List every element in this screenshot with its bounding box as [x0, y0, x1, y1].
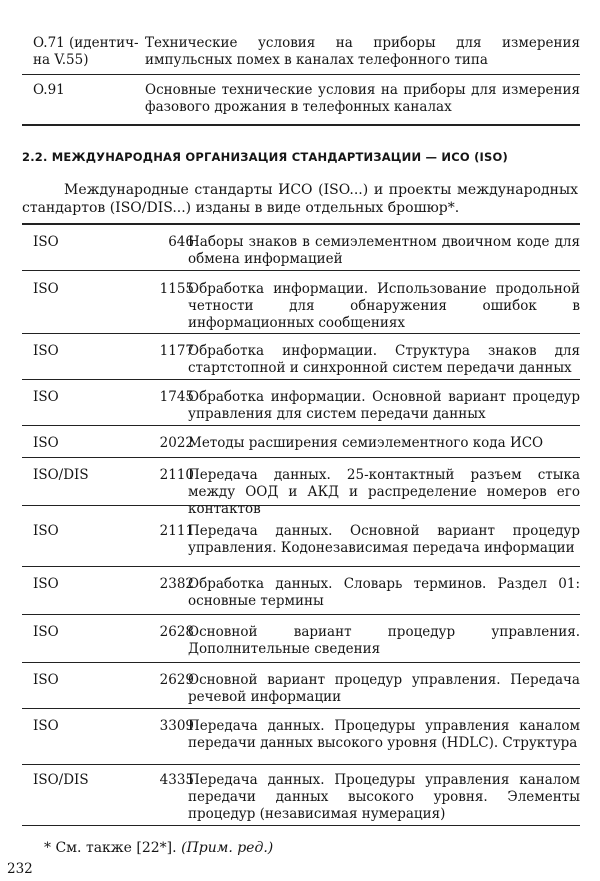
iso-org: ISO	[33, 576, 59, 592]
iso-org: ISO	[33, 234, 59, 250]
iso-number: 3309	[159, 718, 194, 734]
row-divider	[22, 566, 580, 567]
iso-title: Методы расширения семиэлементного кода ИСО	[188, 435, 544, 451]
iso-org: ISO	[33, 435, 59, 451]
row-divider	[22, 270, 580, 271]
itu-code-line-1: O.71 (идентич-	[33, 35, 139, 51]
iso-org: ISO	[33, 718, 59, 734]
itu-code	[33, 35, 148, 69]
iso-org: ISO	[33, 281, 59, 297]
table-end-rule	[22, 124, 580, 126]
footnote	[44, 840, 273, 856]
iso-number: 2382	[159, 576, 194, 592]
iso-number: 1177	[159, 343, 194, 359]
iso-title: Передача данных. Основной вариант процедур управления. Кодонезависимая передача информации	[188, 523, 580, 556]
footnote-editor-note: (Прим. ред.)	[181, 840, 274, 856]
row-divider	[22, 708, 580, 709]
iso-title: Обработка информации. Основной вариант процедур управления для систем передачи данных	[188, 389, 580, 422]
iso-org: ISO	[33, 523, 59, 539]
row-divider	[22, 457, 580, 458]
iso-number: 2110	[159, 467, 194, 483]
iso-org: ISO/DIS	[33, 772, 89, 788]
iso-title: Основной вариант процедур управления. Дополнительные сведения	[188, 624, 580, 657]
itu-code-line-2: на V.55)	[33, 52, 89, 68]
iso-title: Обработка данных. Словарь терминов. Раздел 01: основные термины	[188, 576, 580, 609]
row-divider	[22, 74, 580, 75]
iso-title: Обработка информации. Использование продольной четности для обнаружения ошибок в информационных сообщениях	[188, 281, 580, 331]
iso-number: 2629	[159, 672, 194, 688]
page-number: 232	[7, 861, 33, 877]
iso-org: ISO/DIS	[33, 467, 89, 483]
iso-title: Передача данных. Процедуры управления каналом передачи данных высокого уровня (HDLC). Структура	[188, 718, 580, 751]
iso-title: Наборы знаков в семиэлементном двоичном коде для обмена информацией	[188, 234, 580, 267]
iso-number: 4335	[159, 772, 194, 788]
row-divider	[22, 379, 580, 380]
table-end-rule	[22, 825, 580, 826]
table-start-rule	[22, 223, 580, 225]
itu-code: O.91	[33, 82, 65, 98]
row-divider	[22, 505, 580, 506]
row-divider	[22, 764, 580, 765]
iso-title: Передача данных. 25-контактный разъем стыка между ООД и АКД и распределение номеров его контактов	[188, 467, 580, 517]
itu-description: Технические условия на приборы для измерения импульсных помех в каналах телефонного типа	[145, 35, 580, 68]
footnote-text: * См. также [22*].	[44, 840, 177, 856]
row-divider	[22, 614, 580, 615]
iso-org: ISO	[33, 672, 59, 688]
itu-description: Основные технические условия на приборы для измерения фазового дрожания в телефонных каналах	[145, 82, 580, 115]
iso-number: 1155	[159, 281, 194, 297]
iso-title: Обработка информации. Структура знаков для стартстопной и синхронной систем передачи данных	[188, 343, 580, 376]
iso-title: Основной вариант процедур управления. Передача речевой информации	[188, 672, 580, 705]
iso-number: 2111	[159, 523, 194, 539]
iso-number: 646	[168, 234, 194, 250]
row-divider	[22, 662, 580, 663]
iso-number: 1745	[159, 389, 194, 405]
section-heading: 2.2. МЕЖДУНАРОДНАЯ ОРГАНИЗАЦИЯ СТАНДАРТИЗАЦИИ — ИСО (ISO)	[22, 150, 508, 164]
iso-title: Передача данных. Процедуры управления каналом передачи данных высокого уровня. Элементы процедур (независимая нумерация)	[188, 772, 580, 822]
iso-number: 2022	[159, 435, 194, 451]
iso-org: ISO	[33, 343, 59, 359]
iso-org: ISO	[33, 624, 59, 640]
iso-number: 2628	[159, 624, 194, 640]
row-divider	[22, 425, 580, 426]
row-divider	[22, 333, 580, 334]
iso-org: ISO	[33, 389, 59, 405]
section-intro: Международные стандарты ИСО (ISO...) и проекты международных стандартов (ISO/DIS...) изданы в виде отдельных брошюр*.	[22, 182, 578, 216]
